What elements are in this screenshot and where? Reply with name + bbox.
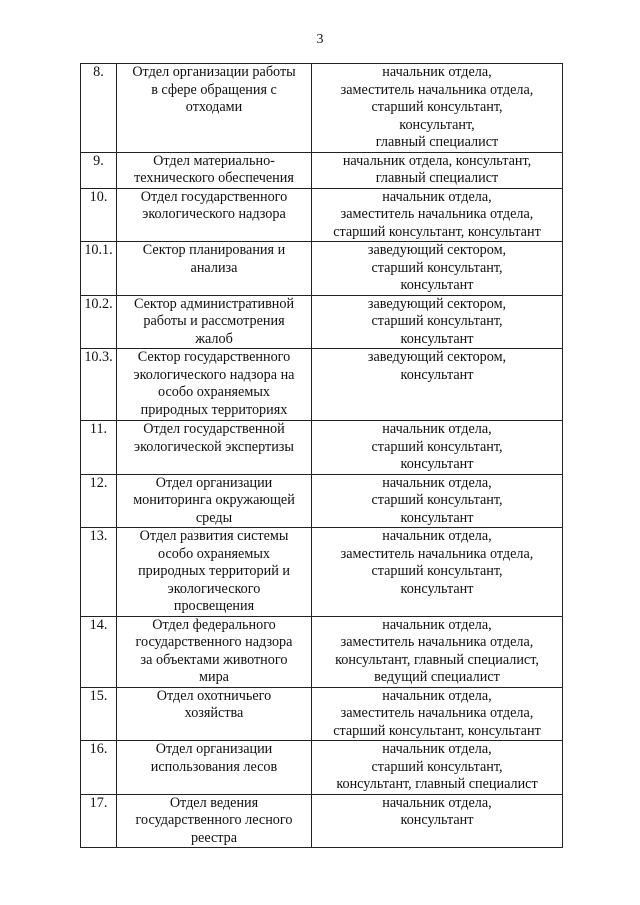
department-name-line: экологического	[167, 580, 261, 597]
positions-list	[312, 188, 563, 242]
position-line: главный специалист	[375, 134, 499, 150]
positions-list	[312, 616, 563, 687]
position-line: старший консультант,	[371, 492, 503, 508]
department-name	[117, 295, 312, 349]
department-name-line: технического обеспечения	[134, 170, 294, 186]
positions-list	[312, 474, 563, 528]
row-number: 14.	[81, 616, 117, 687]
position-line: начальник отдела,	[382, 64, 492, 80]
department-name-line: государственного лесного	[135, 812, 293, 828]
department-name-line: хозяйства	[184, 705, 244, 721]
department-name-line: Отдел государственной	[143, 421, 285, 437]
table-row	[81, 616, 563, 687]
department-name-line: мира	[199, 669, 229, 685]
positions-list	[312, 349, 563, 421]
department-name-line: среды	[195, 509, 233, 526]
row-number: 12.	[81, 474, 117, 528]
position-line: старший консультант,	[371, 563, 503, 579]
position-line: консультант,	[399, 116, 475, 133]
row-number: 10.3.	[81, 349, 117, 421]
department-name-line: просвещения	[173, 598, 255, 614]
table-row	[81, 295, 563, 349]
department-name-line: реестра	[190, 829, 238, 846]
row-number: 8.	[81, 64, 117, 153]
positions-list	[312, 528, 563, 617]
positions-list	[312, 242, 563, 296]
department-name-line: Отдел организации	[155, 474, 273, 491]
position-line: заведующий сектором,	[367, 349, 507, 365]
table-row	[81, 528, 563, 617]
position-line: старший консультант,	[371, 259, 503, 276]
positions-list	[312, 421, 563, 475]
department-name-line: Отдел федерального	[152, 616, 276, 633]
table-row	[81, 474, 563, 528]
positions-list	[312, 295, 563, 349]
position-line: начальник отдела,	[382, 474, 492, 491]
position-line: старший консультант, консультант	[333, 223, 541, 240]
table-row	[81, 349, 563, 421]
department-name	[117, 188, 312, 242]
department-name-line: отходами	[185, 99, 243, 115]
row-number: 13.	[81, 528, 117, 617]
department-name-line: Отдел организации работы	[132, 64, 296, 80]
positions-list	[312, 687, 563, 741]
position-line: главный специалист	[375, 170, 499, 186]
position-line: заместитель начальника отдела,	[340, 634, 534, 650]
position-line: старший консультант,	[371, 438, 503, 455]
row-number: 10.	[81, 188, 117, 242]
table-row	[81, 152, 563, 188]
position-line: заместитель начальника отдела,	[340, 705, 534, 721]
table-row	[81, 741, 563, 795]
row-number: 16.	[81, 741, 117, 795]
position-line: заведующий сектором,	[367, 242, 507, 258]
department-name-line: анализа	[190, 259, 238, 276]
position-line: начальник отдела,	[382, 421, 492, 437]
row-number: 10.2.	[81, 295, 117, 349]
position-line: начальник отдела,	[382, 794, 492, 811]
table-row	[81, 242, 563, 296]
department-name-line: Отдел охотничьего	[156, 687, 272, 704]
staff-structure-table	[80, 63, 563, 848]
department-name-line: Отдел ведения	[169, 794, 259, 811]
department-name-line: Отдел государственного	[140, 188, 288, 205]
department-name	[117, 741, 312, 795]
position-line: начальник отдела, консультант,	[342, 152, 532, 169]
position-line: заместитель начальника отдела,	[340, 206, 534, 222]
table-row	[81, 64, 563, 153]
department-name-line: использования лесов	[150, 758, 278, 775]
row-number: 11.	[81, 421, 117, 475]
department-name	[117, 349, 312, 421]
position-line: начальник отдела,	[382, 687, 492, 704]
department-name-line: природных территорий и	[138, 563, 290, 579]
position-line: старший консультант, консультант	[333, 722, 541, 739]
department-name	[117, 152, 312, 188]
row-number: 10.1.	[81, 242, 117, 296]
position-line: консультант	[400, 456, 474, 472]
department-name-line: Сектор планирования и	[142, 242, 286, 258]
position-line: консультант	[400, 580, 474, 597]
department-name	[117, 64, 312, 153]
position-line: старший консультант,	[371, 758, 503, 775]
position-line: консультант	[400, 366, 474, 383]
position-line: консультант	[400, 509, 474, 526]
position-line: ведущий специалист	[374, 669, 500, 685]
department-name	[117, 687, 312, 741]
department-name-line: Сектор государственного	[137, 349, 291, 365]
table-row	[81, 421, 563, 475]
department-name	[117, 528, 312, 617]
position-line: старший консультант,	[371, 99, 503, 115]
department-name-line: за объектами животного	[140, 651, 288, 668]
department-name-line: государственного надзора	[135, 634, 293, 650]
table-body	[81, 64, 563, 848]
positions-list	[312, 64, 563, 153]
department-name-line: в сфере обращения с	[151, 81, 277, 98]
department-name-line: экологического надзора	[142, 206, 286, 222]
positions-list	[312, 152, 563, 188]
department-name-line: природных территориях	[140, 401, 288, 418]
positions-list	[312, 741, 563, 795]
position-line: старший консультант,	[371, 313, 503, 329]
positions-list	[312, 794, 563, 848]
department-name	[117, 421, 312, 475]
department-name	[117, 616, 312, 687]
department-name-line: Сектор административной	[133, 295, 295, 312]
position-line: заместитель начальника отдела,	[340, 81, 534, 98]
position-line: заведующий сектором,	[367, 295, 507, 312]
department-name-line: особо охраняемых	[158, 384, 270, 400]
position-line: заместитель начальника отдела,	[340, 545, 534, 562]
table-row	[81, 794, 563, 848]
row-number: 9.	[81, 152, 117, 188]
department-name-line: экологической экспертизы	[134, 438, 294, 455]
department-name-line: Отдел материально-	[153, 152, 275, 169]
position-line: начальник отдела,	[382, 741, 492, 757]
page-number: 3	[316, 32, 324, 47]
position-line: консультант	[400, 277, 474, 293]
position-line: консультант	[400, 812, 474, 828]
department-name-line: Отдел организации	[155, 741, 273, 757]
position-line: консультант, главный специалист,	[335, 651, 539, 668]
position-line: консультант, главный специалист	[336, 776, 538, 792]
department-name-line: особо охраняемых	[158, 545, 270, 562]
department-name-line: мониторинга окружающей	[133, 492, 295, 508]
department-name	[117, 474, 312, 528]
position-line: начальник отдела,	[382, 528, 492, 544]
table-row	[81, 687, 563, 741]
row-number: 15.	[81, 687, 117, 741]
department-name-line: Отдел развития системы	[139, 528, 289, 544]
department-name	[117, 242, 312, 296]
position-line: начальник отдела,	[382, 616, 492, 633]
position-line: консультант	[400, 330, 474, 347]
department-name-line: жалоб	[195, 330, 233, 347]
position-line: начальник отдела,	[382, 188, 492, 205]
department-name-line: работы и рассмотрения	[143, 313, 285, 329]
table-row	[81, 188, 563, 242]
department-name-line: экологического надзора на	[133, 366, 295, 383]
row-number: 17.	[81, 794, 117, 848]
department-name	[117, 794, 312, 848]
